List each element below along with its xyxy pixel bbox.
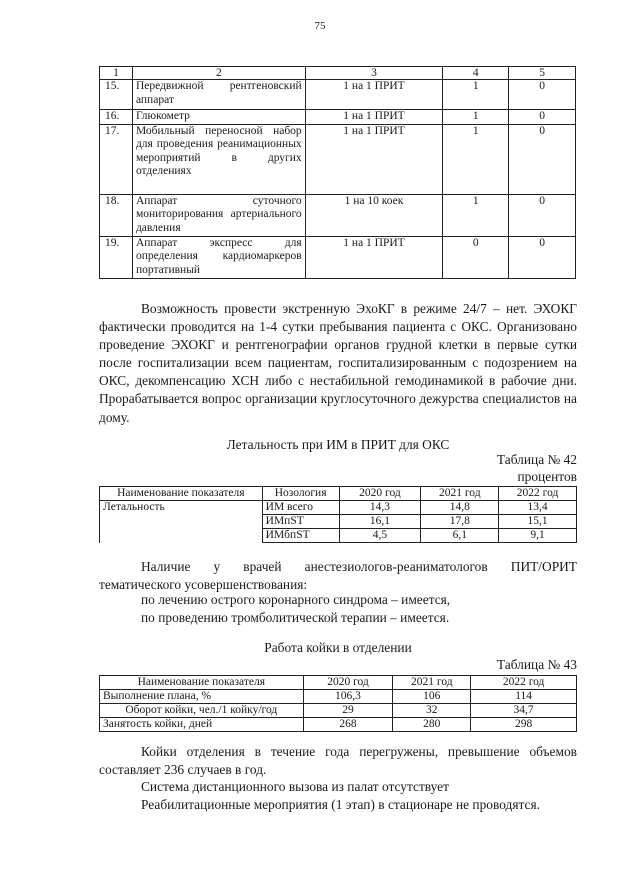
table-header-row bbox=[100, 487, 577, 501]
indicator-name: Летальность bbox=[100, 501, 263, 543]
column-header: 2020 год bbox=[339, 487, 421, 501]
equipment-col5: 0 bbox=[509, 236, 576, 278]
equipment-norm: 1 на 1 ПРИТ bbox=[305, 110, 443, 125]
value-2022: 13,4 bbox=[499, 501, 577, 515]
paragraph-text: Наличие у врачей анестезиологов-реаниматологов ПИТ/ОРИТ тематического усовершенствования: bbox=[99, 559, 577, 593]
equipment-col4: 1 bbox=[443, 110, 509, 125]
table-row bbox=[100, 690, 577, 704]
column-header: 2020 год bbox=[303, 676, 393, 690]
overload-paragraph bbox=[99, 743, 577, 779]
value-2021: 14,8 bbox=[421, 501, 499, 515]
nosology: ИМпST bbox=[262, 515, 339, 529]
equipment-col4: 1 bbox=[443, 194, 509, 236]
mortality-unit: процентов bbox=[517, 469, 577, 484]
value-2020: 29 bbox=[303, 704, 393, 718]
table-header-row bbox=[100, 676, 577, 690]
equipment-col5: 0 bbox=[509, 194, 576, 236]
row-number: 19. bbox=[100, 236, 133, 278]
column-header: 3 bbox=[305, 67, 443, 80]
mortality-table bbox=[99, 486, 577, 543]
column-header: 2 bbox=[132, 67, 305, 80]
rehab-text: Реабилитационные мероприятия (1 этап) в стационаре не проводятся. bbox=[141, 797, 540, 812]
value-2020: 268 bbox=[303, 718, 393, 732]
mortality-table-label: Таблица № 42 bbox=[496, 452, 577, 467]
table-row bbox=[100, 80, 576, 110]
equipment-col4: 1 bbox=[443, 80, 509, 110]
echo-paragraph bbox=[99, 300, 577, 427]
value-2021: 32 bbox=[393, 704, 471, 718]
column-header: 5 bbox=[509, 67, 576, 80]
value-2020: 16,1 bbox=[339, 515, 421, 529]
equipment-name: Глюкометр bbox=[132, 110, 305, 125]
nosology: ИМ всего bbox=[262, 501, 339, 515]
mortality-caption: Летальность при ИМ в ПРИТ для ОКС bbox=[226, 437, 450, 452]
equipment-col4: 0 bbox=[443, 236, 509, 278]
page-number: 75 bbox=[314, 20, 326, 32]
equipment-col5: 0 bbox=[509, 80, 576, 110]
list-item: по лечению острого коронарного синдрома – имеется, bbox=[141, 592, 451, 607]
value-2020: 4,5 bbox=[339, 529, 421, 543]
indicator-name: Занятость койки, дней bbox=[100, 718, 304, 732]
value-2022: 15,1 bbox=[499, 515, 577, 529]
column-header: 1 bbox=[100, 67, 133, 80]
equipment-norm: 1 на 1 ПРИТ bbox=[305, 236, 443, 278]
value-2022: 298 bbox=[471, 718, 577, 732]
table-row bbox=[100, 501, 577, 515]
table-row bbox=[100, 124, 576, 194]
row-number: 18. bbox=[100, 194, 133, 236]
value-2021: 106 bbox=[393, 690, 471, 704]
column-header: Наименование показателя bbox=[100, 676, 304, 690]
value-2021: 17,8 bbox=[421, 515, 499, 529]
table-row bbox=[100, 110, 576, 125]
column-header: 2021 год bbox=[421, 487, 499, 501]
nosology: ИМбпST bbox=[262, 529, 339, 543]
equipment-col5: 0 bbox=[509, 124, 576, 194]
equipment-norm: 1 на 1 ПРИТ bbox=[305, 124, 443, 194]
equipment-table bbox=[99, 66, 576, 279]
list-item: по проведению тромболитической терапии – имеется. bbox=[141, 610, 450, 625]
equipment-col4: 1 bbox=[443, 124, 509, 194]
table-row bbox=[100, 236, 576, 278]
indicator-name: Выполнение плана, % bbox=[100, 690, 304, 704]
column-header: 2022 год bbox=[499, 487, 577, 501]
value-2021: 6,1 bbox=[421, 529, 499, 543]
row-number: 15. bbox=[100, 80, 133, 110]
column-header: Наименование показателя bbox=[100, 487, 263, 501]
value-2021: 280 bbox=[393, 718, 471, 732]
indicator-name: Оборот койки, чел./1 койку/год bbox=[100, 704, 304, 718]
row-number: 16. bbox=[100, 110, 133, 125]
equipment-norm: 1 на 10 коек bbox=[305, 194, 443, 236]
equipment-name: Аппарат суточного мониторирования артериального давления bbox=[132, 194, 305, 236]
paragraph-text: Возможность провести экстренную ЭхоКГ в режиме 24/7 – нет. ЭХОКГ фактически проводится на 1-4 сутки пребывания пациента с ОКС. Организовано проведение ЭХОКГ и рентгенографии органов грудной клетки в первые сутки после госпитализации всем пациентам, госпитализированным с подозрением на ОКС, декомпенсацию ХСН либо с нестабильной гемодинамикой в рабочие дни. Прорабатывается вопрос организации круглосуточного дежурства специалистов на дому. bbox=[99, 301, 577, 425]
column-header: 2021 год bbox=[393, 676, 471, 690]
beds-table-label: Таблица № 43 bbox=[496, 657, 577, 672]
equipment-norm: 1 на 1 ПРИТ bbox=[305, 80, 443, 110]
training-paragraph bbox=[99, 558, 577, 594]
call-system-text: Система дистанционного вызова из палат отсутствует bbox=[141, 779, 449, 794]
paragraph-text: Койки отделения в течение года перегружены, превышение объемов составляет 236 случаев в год. bbox=[99, 744, 577, 778]
table-header-row bbox=[100, 67, 576, 80]
beds-caption: Работа койки в отделении bbox=[264, 640, 412, 655]
equipment-name: Мобильный переносной набор для проведения реанимационных мероприятий в других отделениях bbox=[132, 124, 305, 194]
value-2020: 14,3 bbox=[339, 501, 421, 515]
value-2022: 114 bbox=[471, 690, 577, 704]
equipment-name: Аппарат экспресс для определения кардиомаркеров портативный bbox=[132, 236, 305, 278]
column-header: Нозология bbox=[262, 487, 339, 501]
column-header: 4 bbox=[443, 67, 509, 80]
beds-table bbox=[99, 675, 577, 732]
table-row bbox=[100, 718, 577, 732]
value-2020: 106,3 bbox=[303, 690, 393, 704]
row-number: 17. bbox=[100, 124, 133, 194]
value-2022: 9,1 bbox=[499, 529, 577, 543]
value-2022: 34,7 bbox=[471, 704, 577, 718]
equipment-name: Передвижной рентгеновский аппарат bbox=[132, 80, 305, 110]
table-row bbox=[100, 194, 576, 236]
column-header: 2022 год bbox=[471, 676, 577, 690]
equipment-col5: 0 bbox=[509, 110, 576, 125]
table-row bbox=[100, 704, 577, 718]
